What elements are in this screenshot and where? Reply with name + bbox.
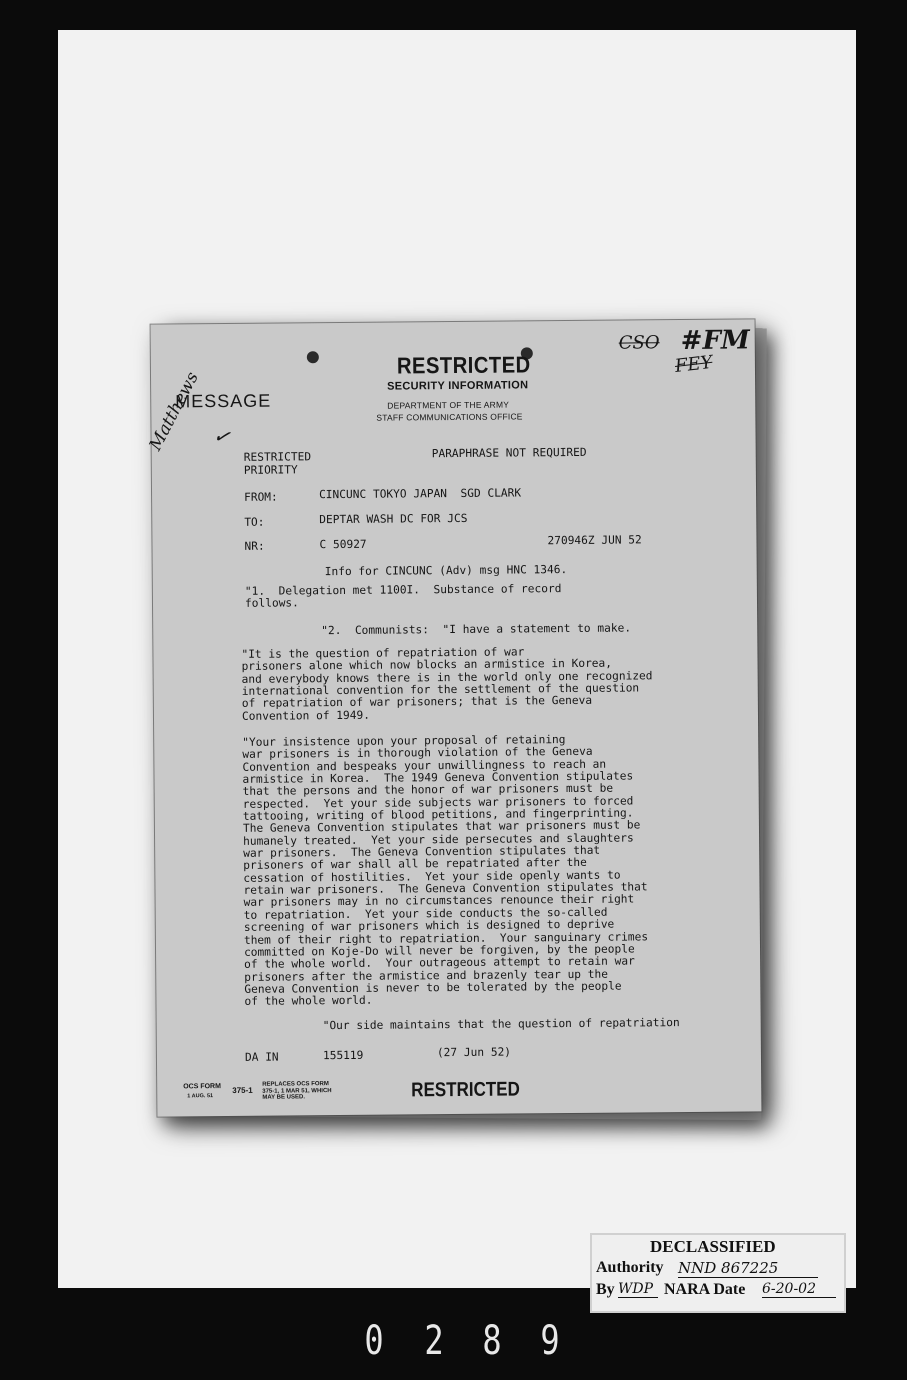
- paraphrase-line: PARAPHRASE NOT REQUIRED: [431, 445, 587, 461]
- handwritten-note-2: FEY: [673, 351, 714, 377]
- by-label: By: [596, 1281, 615, 1298]
- paragraph-5: "Our side maintains that the question of repatriation: [322, 1016, 680, 1033]
- info-line: Info for CINCUNC (Adv) msg HNC 1346.: [324, 563, 568, 579]
- da-in-number: 155119: [322, 1048, 364, 1063]
- department-name: DEPARTMENT OF THE ARMY: [387, 399, 510, 411]
- check-mark: ✓: [210, 422, 233, 450]
- date-time-group: 270946Z JUN 52: [547, 533, 642, 548]
- authority-label: Authority: [596, 1259, 664, 1276]
- nr-label: NR:: [244, 539, 265, 553]
- from-value: CINCUNC TOKYO JAPAN SGD CLARK: [318, 486, 522, 502]
- frame-number-digit-4: 9: [540, 1318, 560, 1364]
- frame-number-digit-1: 0: [364, 1318, 384, 1364]
- form-number: 375-1: [232, 1085, 253, 1095]
- to-value: DEPTAR WASH DC FOR JCS: [319, 511, 468, 527]
- paragraph-1: [245, 583, 562, 610]
- paragraph-4: "Your insistence upon your proposal of retaining war prisoners is in thorough violation of the Geneva Convention and bespeaks your unwillingness to reach an armistice in Korea. The 1949 Geneva Convention stipulates that the persons and the honor of war prisoners must be respected. Yet your side subjects war prisoners to forced tattooing, writing of blood petitions, and fingerprinting. The Geneva Convention stipulates that war prisoners must be humanely treated. Yet your side persecutes and slaughters war prisoners. The Geneva Convention stipulates that prisoners of war shall all be repatriated after the cessation of hostilities. Yet your side openly wants to retain war prisoners. The Geneva Convention stipulates that war prisoners may in no circumstances renounce their right to repatriation. Yet your side conducts the so-called screening of war prisoners which is designed to deprive them of their right to repatriation. Your sanguinary crimes committed on Koje-Do will never be forgiven, by the people of the whole world. Your outrageous attempt to retain war prisoners after the armistice and brazenly tear up the Geneva Convention is never to be tolerated by the people of the whole world.: [242, 733, 649, 1009]
- declassified-stamp: [590, 1233, 846, 1313]
- from-label: FROM:: [244, 490, 278, 504]
- paragraph-2: "2. Communists: "I have a statement to make.: [321, 621, 632, 638]
- form-date: 1 AUG. 51: [187, 1093, 214, 1100]
- form-replaces-note: REPLACES OCS FORM 375-1, 1 MAR 51, WHICH MAY BE USED.: [262, 1081, 332, 1101]
- paragraph-1-text: "1. Delegation met 1100I. Substance of record follows.: [244, 582, 562, 611]
- nr-value: C 50927: [319, 537, 367, 552]
- restricted-footer: RESTRICTED: [411, 1078, 520, 1102]
- handwritten-struck-note: CSO: [618, 332, 660, 354]
- form-label: OCS FORM: [183, 1083, 221, 1091]
- security-information: SECURITY INFORMATION: [387, 379, 529, 393]
- punch-hole-left: [307, 351, 319, 363]
- da-in-date: (27 Jun 52): [436, 1045, 512, 1060]
- nara-date-value: 6-20-02: [762, 1281, 836, 1298]
- authority-value: NND 867225: [678, 1259, 818, 1278]
- office-name: STAFF COMMUNICATIONS OFFICE: [376, 411, 523, 423]
- frame-number-digit-3: 8: [482, 1318, 502, 1364]
- message-sheet: [145, 319, 762, 1116]
- classification-line: RESTRICTED: [243, 450, 312, 464]
- to-label: TO:: [244, 515, 265, 529]
- da-in-label: DA IN: [244, 1050, 279, 1064]
- frame-number-digit-2: 2: [424, 1318, 444, 1364]
- handwritten-note: #FM: [680, 325, 750, 357]
- declassified-title: DECLASSIFIED: [650, 1237, 776, 1256]
- paragraph-3: "It is the question of repatriation of war prisoners alone which now blocks an armistice in Korea, and everybody knows there is in the world only one recognized international convention for the settlement of the question of repatriation of war prisoners; that is the Geneva Convention of 1949.: [241, 645, 653, 723]
- by-value: WDP: [618, 1281, 658, 1298]
- priority-line: PRIORITY: [243, 463, 298, 477]
- restricted-heading: RESTRICTED: [396, 351, 531, 379]
- handwritten-initials: Matthews: [145, 368, 203, 454]
- message-label: MESSAGE: [175, 390, 272, 412]
- nara-date-label: NARA Date: [664, 1281, 746, 1298]
